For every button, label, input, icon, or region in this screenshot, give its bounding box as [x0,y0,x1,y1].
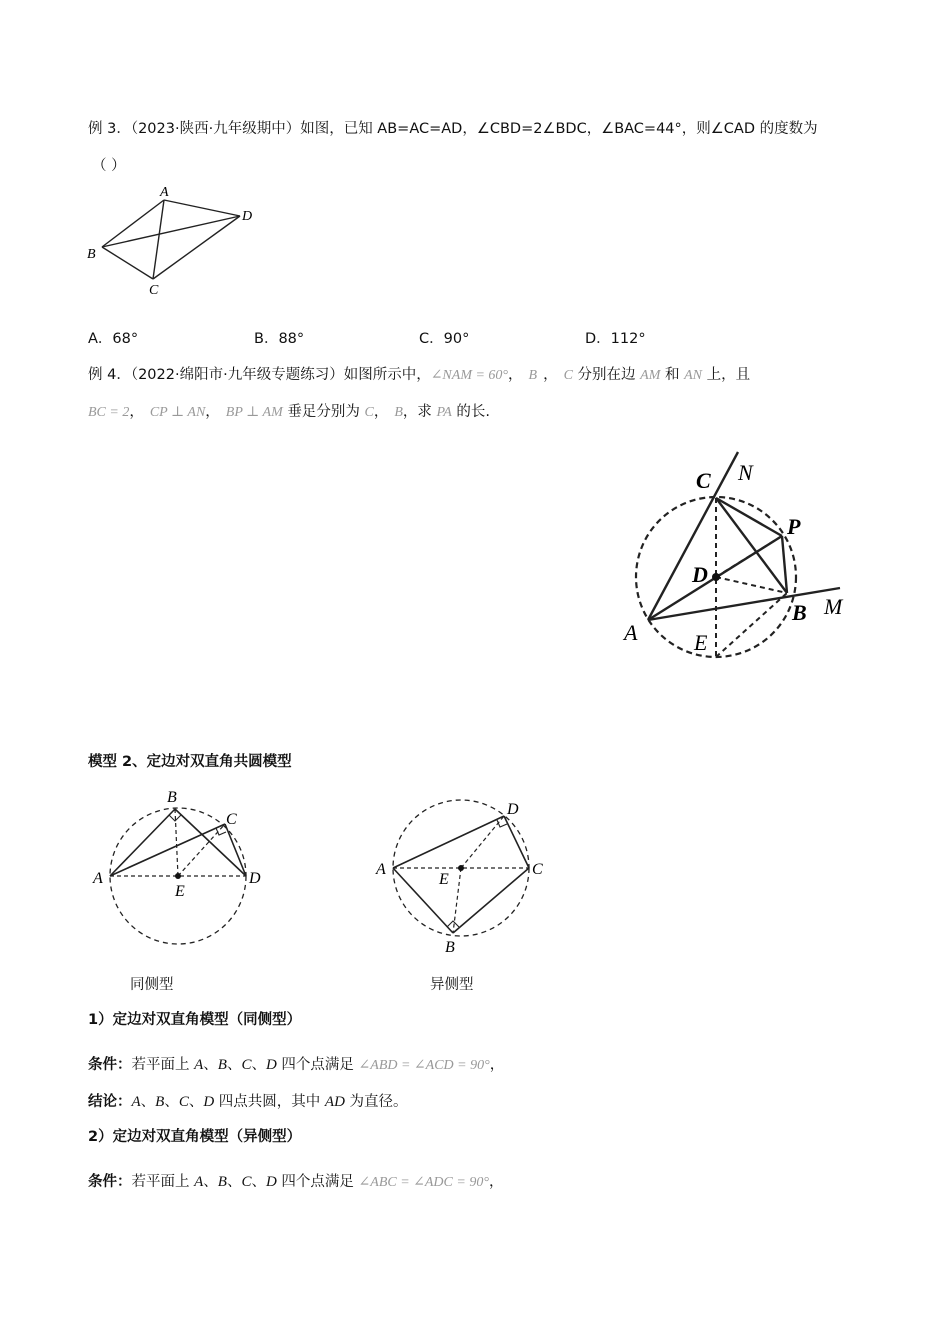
caption-same-side: 同侧型 [130,977,174,993]
condition-text: 若平面上 [131,1174,195,1190]
math-condition-angles: ∠ABC = ∠ADC = 90° [358,1175,489,1190]
label-P: P [787,514,801,539]
separator: ， [205,404,220,420]
separator: ， [488,1174,504,1190]
example-3-question: 例 3．（2023·陕西·九年级期中）如图，已知 AB=AC=AD，∠CBD=2∠BDC，∠BAC=44°，则∠CAD 的度数为 [88,121,818,137]
segment-ED [461,816,504,868]
label-B: B [792,600,807,625]
math-a: A [194,1174,204,1190]
same-side-figure [85,780,285,955]
math-a: A [131,1094,141,1110]
math-c: C [241,1174,252,1190]
separator: 、 [164,1094,179,1110]
math-d: D [203,1094,215,1110]
math-condition-angles: ∠ABD = ∠ACD = 90° [358,1058,490,1073]
label-C: C [149,283,159,298]
segment-AD [164,200,240,216]
separator: 、 [140,1094,156,1110]
label-D: D [249,870,261,887]
opposite-side-figure [365,790,565,965]
math-angle-nam: ∠NAM = 60° [430,368,509,383]
math-c: C [241,1057,252,1073]
math-bp-perp-am: BP ⊥ AM [225,405,283,420]
label-A: A [376,861,386,878]
separator: ， [129,404,144,420]
condition-text: 四个点满足 [276,1174,359,1190]
separator: 、 [226,1057,242,1073]
label-C: C [696,468,711,493]
math-a: A [194,1057,204,1073]
label-N: N [738,460,753,485]
label-B: B [445,939,455,956]
separator: 、 [203,1057,218,1073]
label-C: C [532,861,543,878]
math-b: B [394,405,403,420]
example-3-figure [80,180,270,300]
math-c: C [563,368,573,383]
text-length: 的长. [451,404,491,420]
sub-1-conclusion [88,1092,408,1112]
separator: 、 [203,1174,218,1190]
text-and: 和 [660,367,685,383]
segment-DC [504,816,529,868]
right-angle-mark-B [447,921,459,927]
option-b: B．88° [254,331,305,347]
condition-label: 条件： [88,1057,132,1073]
label-A: A [160,185,169,200]
label-B: B [167,789,177,806]
label-C: C [226,811,237,828]
label-M: M [824,594,843,619]
label-E: E [694,630,708,655]
separator: ， [489,1057,505,1073]
math-am: AM [640,368,661,383]
separator: 、 [251,1174,266,1190]
separator: ， [543,367,558,383]
condition-text: 若平面上 [131,1057,195,1073]
math-b: B [217,1174,227,1190]
example-3-answer-blank: （ ） [92,158,126,174]
center-point-E [175,873,181,879]
segment-CD [225,824,246,876]
segment-BC [102,247,153,279]
math-cp-perp-an: CP ⊥ AN [149,405,206,420]
right-angle-mark-D [497,820,507,827]
label-B: B [87,247,96,262]
condition-text: 四个点满足 [276,1057,359,1073]
model-2-heading: 模型 2、定边对双直角共圆模型 [88,754,292,770]
label-A: A [624,620,638,645]
caption-opposite-side: 异侧型 [430,977,474,993]
segment-BC [453,868,529,933]
label-A: A [93,870,103,887]
text-feet: 垂足分别为 [282,404,365,420]
option-a: A．68° [88,331,139,347]
example-4-question-line2 [88,402,490,423]
option-d: D．112° [585,331,646,347]
text-find: ，求 [402,404,437,420]
segment-EB [453,868,461,933]
math-c: C [178,1094,189,1110]
text-on-sides: 分别在边 [572,367,641,383]
center-point-E [458,865,464,871]
example-4-figure [610,440,870,670]
sub-2-heading: 2）定边对双直角模型（异侧型） [88,1129,302,1145]
text-and-so: 上，且 [701,367,751,383]
condition-label: 条件： [88,1174,132,1190]
conclusion-label: 结论： [88,1094,132,1110]
math-pa: PA [436,405,452,420]
separator: 、 [251,1057,266,1073]
example-4-prefix: 例 4．（2022·绵阳市·九年级专题练习）如图所示中， [88,367,431,383]
label-D: D [692,562,708,587]
math-d: D [265,1174,277,1190]
sub-1-condition [88,1055,504,1076]
ray-AM [648,588,840,620]
segment-AB [110,809,175,876]
label-E: E [439,871,449,888]
label-E: E [175,883,185,900]
math-b: B [155,1094,165,1110]
label-D: D [507,801,519,818]
math-b: B [528,368,538,383]
separator: 、 [188,1094,204,1110]
ray-AN [648,452,738,620]
segment-AC [153,200,164,279]
math-an: AN [684,368,702,383]
math-ad: AD [324,1094,345,1110]
center-point-D [712,573,720,581]
math-b: B [217,1057,227,1073]
math-c: C [364,405,374,420]
sub-1-heading: 1）定边对双直角模型（同侧型） [88,1012,302,1028]
separator: ， [508,367,523,383]
segment-PB [782,536,787,593]
option-c: C．90° [419,331,470,347]
segment-AC [110,824,225,876]
example-4-question-line1 [88,365,750,386]
separator: ， [373,404,389,420]
separator: 、 [226,1174,242,1190]
conclusion-text: 四点共圆，其中 [214,1094,325,1110]
sub-2-condition [88,1172,503,1193]
conclusion-text: 为直径。 [344,1094,408,1110]
label-D: D [242,209,253,224]
math-bc: BC = 2 [88,405,130,420]
math-d: D [265,1057,277,1073]
